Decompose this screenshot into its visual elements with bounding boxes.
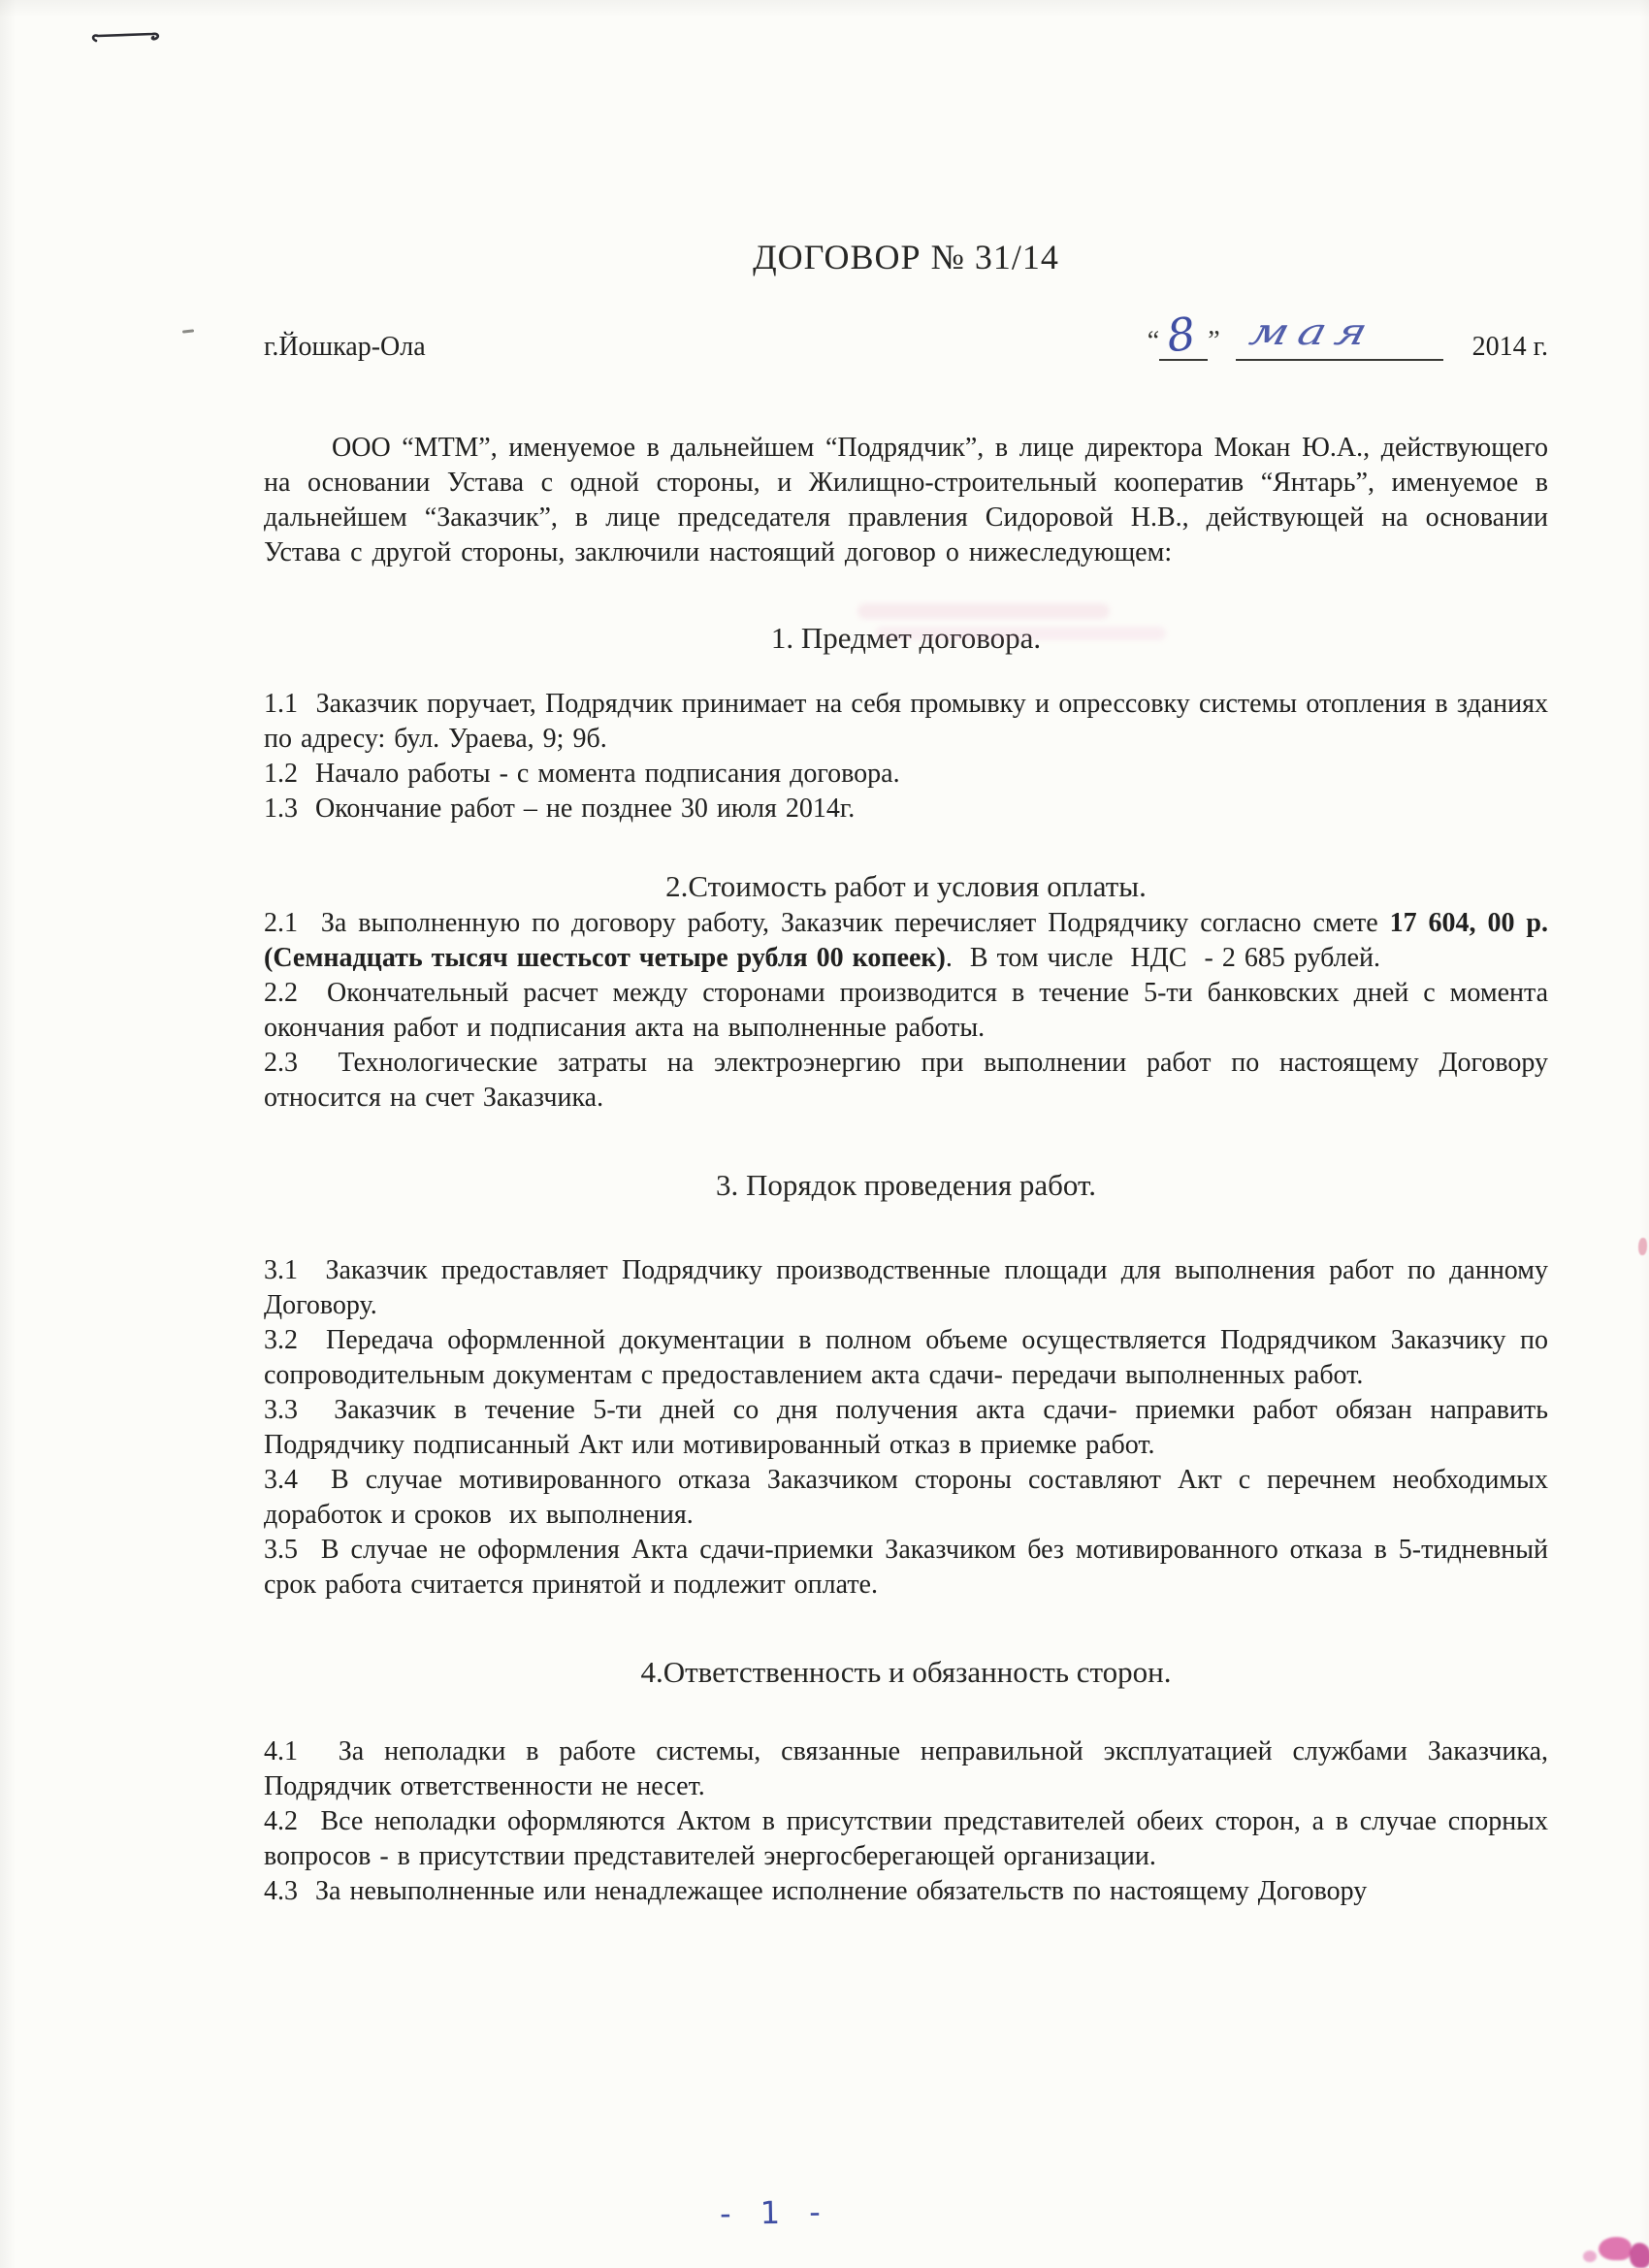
city-label: г.Йошкар-Ола [264, 332, 426, 362]
handwritten-day: 8 [1164, 307, 1199, 363]
handwritten-page-number: - 1 - [719, 2193, 831, 2232]
clause-4-2: 4.2 Все неполадки оформляются Актом в присутствии представителей обеих сторон, а в случае спорных вопросов - в присутствии представителей энергосберегающей организации. [264, 1806, 1548, 1871]
open-quote: “ [1147, 326, 1160, 356]
day-blank-line [1159, 307, 1208, 363]
section-2-heading: 2.Стоимость работ и условия оплаты. [665, 869, 1147, 903]
clause-1-3: 1.3 Окончание работ – не позднее 30 июля 2014г. [264, 794, 856, 824]
year-label: 2014 г. [1471, 332, 1548, 362]
section-3-heading: 3. Порядок проведения работ. [716, 1168, 1096, 1202]
clause-1-2: 1.2 Начало работы - с момента подписания договора. [264, 759, 900, 789]
text-block [0, 235, 1649, 1909]
clause-2-3: 2.3 Технологические затраты на электроэнергию при выполнении работ по настоящему Договору относится на счет Заказчика. [264, 1048, 1548, 1113]
clause-2-1 [264, 906, 1548, 976]
clause-1-1: 1.1 Заказчик поручает, Подрядчик принимает на себя промывку и опрессовку системы отопления в зданиях по адресу: бул. Ураева, 9; 9б. [264, 689, 1548, 754]
clause-3-5: 3.5 В случае не оформления Акта сдачи-приемки Заказчиком без мотивированного отказа в 5-тидневный срок работа считается принятой и подлежит оплате. [264, 1535, 1548, 1600]
section-1-heading: 1. Предмет договора. [770, 621, 1042, 655]
red-ink-speck [1638, 1238, 1647, 1255]
handwritten-month: мая [1245, 310, 1381, 353]
pink-stamp-blob [1599, 2237, 1632, 2260]
clause-2-2: 2.2 Окончательный расчет между сторонами производится в течение 5-ти банковских дней с момента окончания работ и подписания акта на выполненные работы. [264, 978, 1548, 1043]
clause-4-1: 4.1 За неполадки в работе системы, связанные неправильной эксплуатацией службами Заказчика, Подрядчик ответственности не несет. [264, 1736, 1548, 1801]
clause-2-1-pre: 2.1 За выполненную по договору работу, Заказчик перечисляет Подрядчику согласно смете [264, 908, 1390, 938]
section-4-heading: 4.Ответственность и обязанность сторон. [640, 1655, 1172, 1689]
pink-stamp-blob-2 [1630, 2243, 1649, 2268]
close-quote: ” [1208, 326, 1220, 356]
clause-3-3: 3.3 Заказчик в течение 5-ти дней со дня получения акта сдачи- приемки работ обязан направить Подрядчику подписанный Акт или мотивированный отказ в приемке работ. [264, 1395, 1548, 1460]
month-blank-line [1236, 310, 1443, 361]
date-line [1147, 307, 1548, 365]
stamp-bleed-smudge-2 [875, 627, 1166, 640]
preamble-paragraph: ООО “МТМ”, именуемое в дальнейшем “Подрядчик”, в лице директора Мокан Ю.А., действующего на основании Устава с одной стороны, и Жилищно-строительный кооператив “Янтарь”, именуемое в дальнейшем “Заказчик”, в лице председателя правления Сидоровой Н.В., действующей на основании Устава с другой стороны, заключили настоящий договор о нижеследующем: [264, 433, 1548, 567]
pen-stroke-mark [89, 31, 169, 47]
stamp-bleed-smudge [857, 603, 1110, 619]
pink-stamp-blob-3 [1583, 2251, 1597, 2262]
city-date-row [264, 307, 1548, 365]
clause-3-4: 3.4 В случае мотивированного отказа Заказчиком стороны составляют Акт с перечнем необходимых доработок и сроков их выполнения. [264, 1465, 1548, 1530]
document-title: ДОГОВОР № 31/14 [753, 238, 1059, 276]
clause-3-1: 3.1 Заказчик предоставляет Подрядчику производственные площади для выполнения работ по данному Договору. [264, 1255, 1548, 1320]
clause-2-1-amount: 17 604, 00 р. (Семнадцать тысяч шестьсот четыре рубля 00 копеек) [264, 908, 1549, 973]
clause-2-1-post: . В том числе НДС - 2 685 рублей. [945, 943, 1381, 973]
clause-3-2: 3.2 Передача оформленной документации в полном объеме осуществляется Подрядчиком Заказчику по сопроводительным документам с предоставлением акта сдачи- передачи выполненных работ. [264, 1325, 1548, 1390]
clause-4-3: 4.3 За невыполненные или ненадлежащее исполнение обязательств по настоящему Договору [264, 1876, 1368, 1906]
